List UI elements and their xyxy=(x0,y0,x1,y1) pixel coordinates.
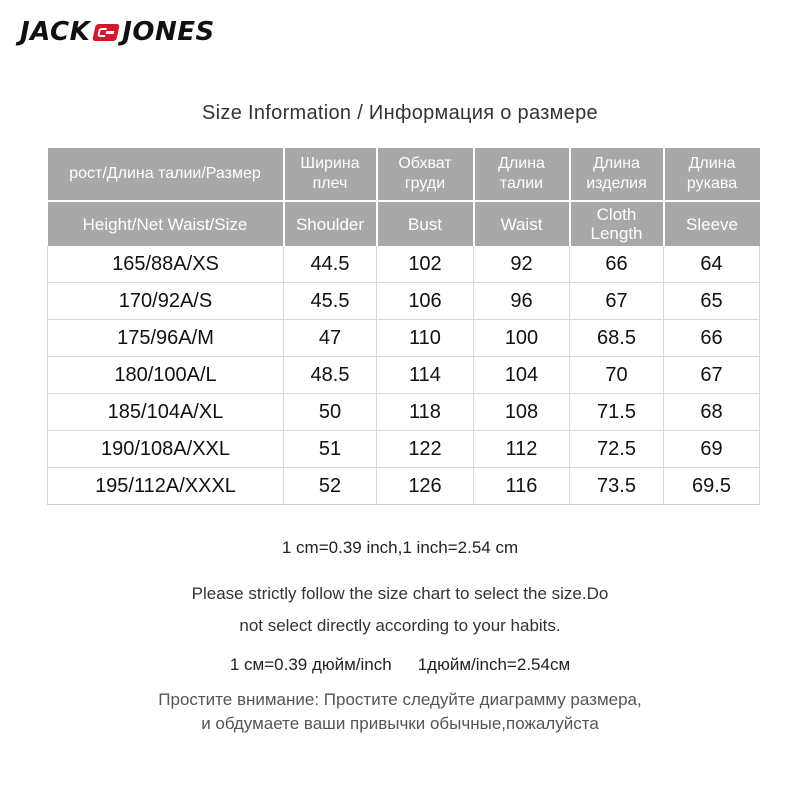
conversion-note-ru xyxy=(0,655,800,675)
table-row xyxy=(48,431,760,468)
conversion-ru-part-2: 1дюйм/inch=2.54см xyxy=(417,655,571,674)
bust-cell: 114 xyxy=(377,357,474,394)
sleeve-cell: 68 xyxy=(664,394,760,431)
header-row-russian xyxy=(48,148,760,201)
length-cell: 71.5 xyxy=(570,394,664,431)
bust-cell: 110 xyxy=(377,320,474,357)
instruction-note-ru xyxy=(0,688,800,736)
table-row xyxy=(48,468,760,505)
waist-cell: 96 xyxy=(474,283,570,320)
brand-logo xyxy=(20,14,215,50)
header-bust-en: Bust xyxy=(377,201,474,246)
bust-cell: 102 xyxy=(377,246,474,283)
header-bust-ru: Обхват груди xyxy=(377,148,474,201)
size-cell: 175/96A/M xyxy=(48,320,284,357)
size-cell: 195/112A/XXXL xyxy=(48,468,284,505)
instruction-note-en xyxy=(0,578,800,642)
sleeve-cell: 65 xyxy=(664,283,760,320)
header-shoulder-en: Shoulder xyxy=(284,201,377,246)
sleeve-cell: 66 xyxy=(664,320,760,357)
table-row xyxy=(48,283,760,320)
instruction-ru-line-1: Простите внимание: Простите следуйте диаграмму размера, xyxy=(158,690,642,709)
header-height-waist-size-en: Height/Net Waist/Size xyxy=(48,201,284,246)
length-cell: 66 xyxy=(570,246,664,283)
sleeve-cell: 69 xyxy=(664,431,760,468)
size-cell: 185/104A/XL xyxy=(48,394,284,431)
length-cell: 68.5 xyxy=(570,320,664,357)
header-length-ru: Длина изделия xyxy=(570,148,664,201)
waist-cell: 100 xyxy=(474,320,570,357)
bust-cell: 106 xyxy=(377,283,474,320)
header-waist-en: Waist xyxy=(474,201,570,246)
size-cell: 180/100A/L xyxy=(48,357,284,394)
conversion-note-en: 1 cm=0.39 inch,1 inch=2.54 cm xyxy=(281,538,519,557)
sleeve-cell: 64 xyxy=(664,246,760,283)
instruction-line-1: Please strictly follow the size chart to select the size.Do xyxy=(191,584,609,603)
page-title: Size Information / Информация о размере xyxy=(202,102,598,124)
bust-cell: 126 xyxy=(377,468,474,505)
header-sleeve-en: Sleeve xyxy=(664,201,760,246)
shoulder-cell: 52 xyxy=(284,468,377,505)
shoulder-cell: 47 xyxy=(284,320,377,357)
sleeve-cell: 67 xyxy=(664,357,760,394)
header-shoulder-ru: Ширина плеч xyxy=(284,148,377,201)
length-cell: 72.5 xyxy=(570,431,664,468)
size-cell: 170/92A/S xyxy=(48,283,284,320)
waist-cell: 116 xyxy=(474,468,570,505)
header-row-english xyxy=(48,201,760,246)
conversion-ru-part-1: 1 см=0.39 дюйм/inch xyxy=(229,655,392,674)
shoulder-cell: 44.5 xyxy=(284,246,377,283)
table-row xyxy=(48,246,760,283)
length-cell: 73.5 xyxy=(570,468,664,505)
shoulder-cell: 50 xyxy=(284,394,377,431)
shoulder-cell: 48.5 xyxy=(284,357,377,394)
header-sleeve-ru: Длина рукава xyxy=(664,148,760,201)
table-row xyxy=(48,394,760,431)
sleeve-cell: 69.5 xyxy=(664,468,760,505)
table-row xyxy=(48,320,760,357)
header-length-en: Cloth Length xyxy=(570,201,664,246)
waist-cell: 92 xyxy=(474,246,570,283)
instruction-line-2: not select directly according to your habits. xyxy=(239,616,561,635)
size-cell: 165/88A/XS xyxy=(48,246,284,283)
header-height-waist-size-ru: рост/Длина талии/Размер xyxy=(48,148,284,201)
bust-cell: 122 xyxy=(377,431,474,468)
length-cell: 67 xyxy=(570,283,664,320)
shoulder-cell: 51 xyxy=(284,431,377,468)
size-table xyxy=(47,148,760,505)
size-cell: 190/108A/XXL xyxy=(48,431,284,468)
length-cell: 70 xyxy=(570,357,664,394)
shoulder-cell: 45.5 xyxy=(284,283,377,320)
flag-icon xyxy=(92,24,120,41)
header-waist-ru: Длина талии xyxy=(474,148,570,201)
waist-cell: 112 xyxy=(474,431,570,468)
waist-cell: 104 xyxy=(474,357,570,394)
instruction-ru-line-2: и обдумаете ваши привычки обычные,пожалуйста xyxy=(201,714,599,733)
waist-cell: 108 xyxy=(474,394,570,431)
brand-logo-right: JONES xyxy=(122,17,215,47)
brand-logo-left: JACK xyxy=(20,17,91,47)
table-row xyxy=(48,357,760,394)
bust-cell: 118 xyxy=(377,394,474,431)
